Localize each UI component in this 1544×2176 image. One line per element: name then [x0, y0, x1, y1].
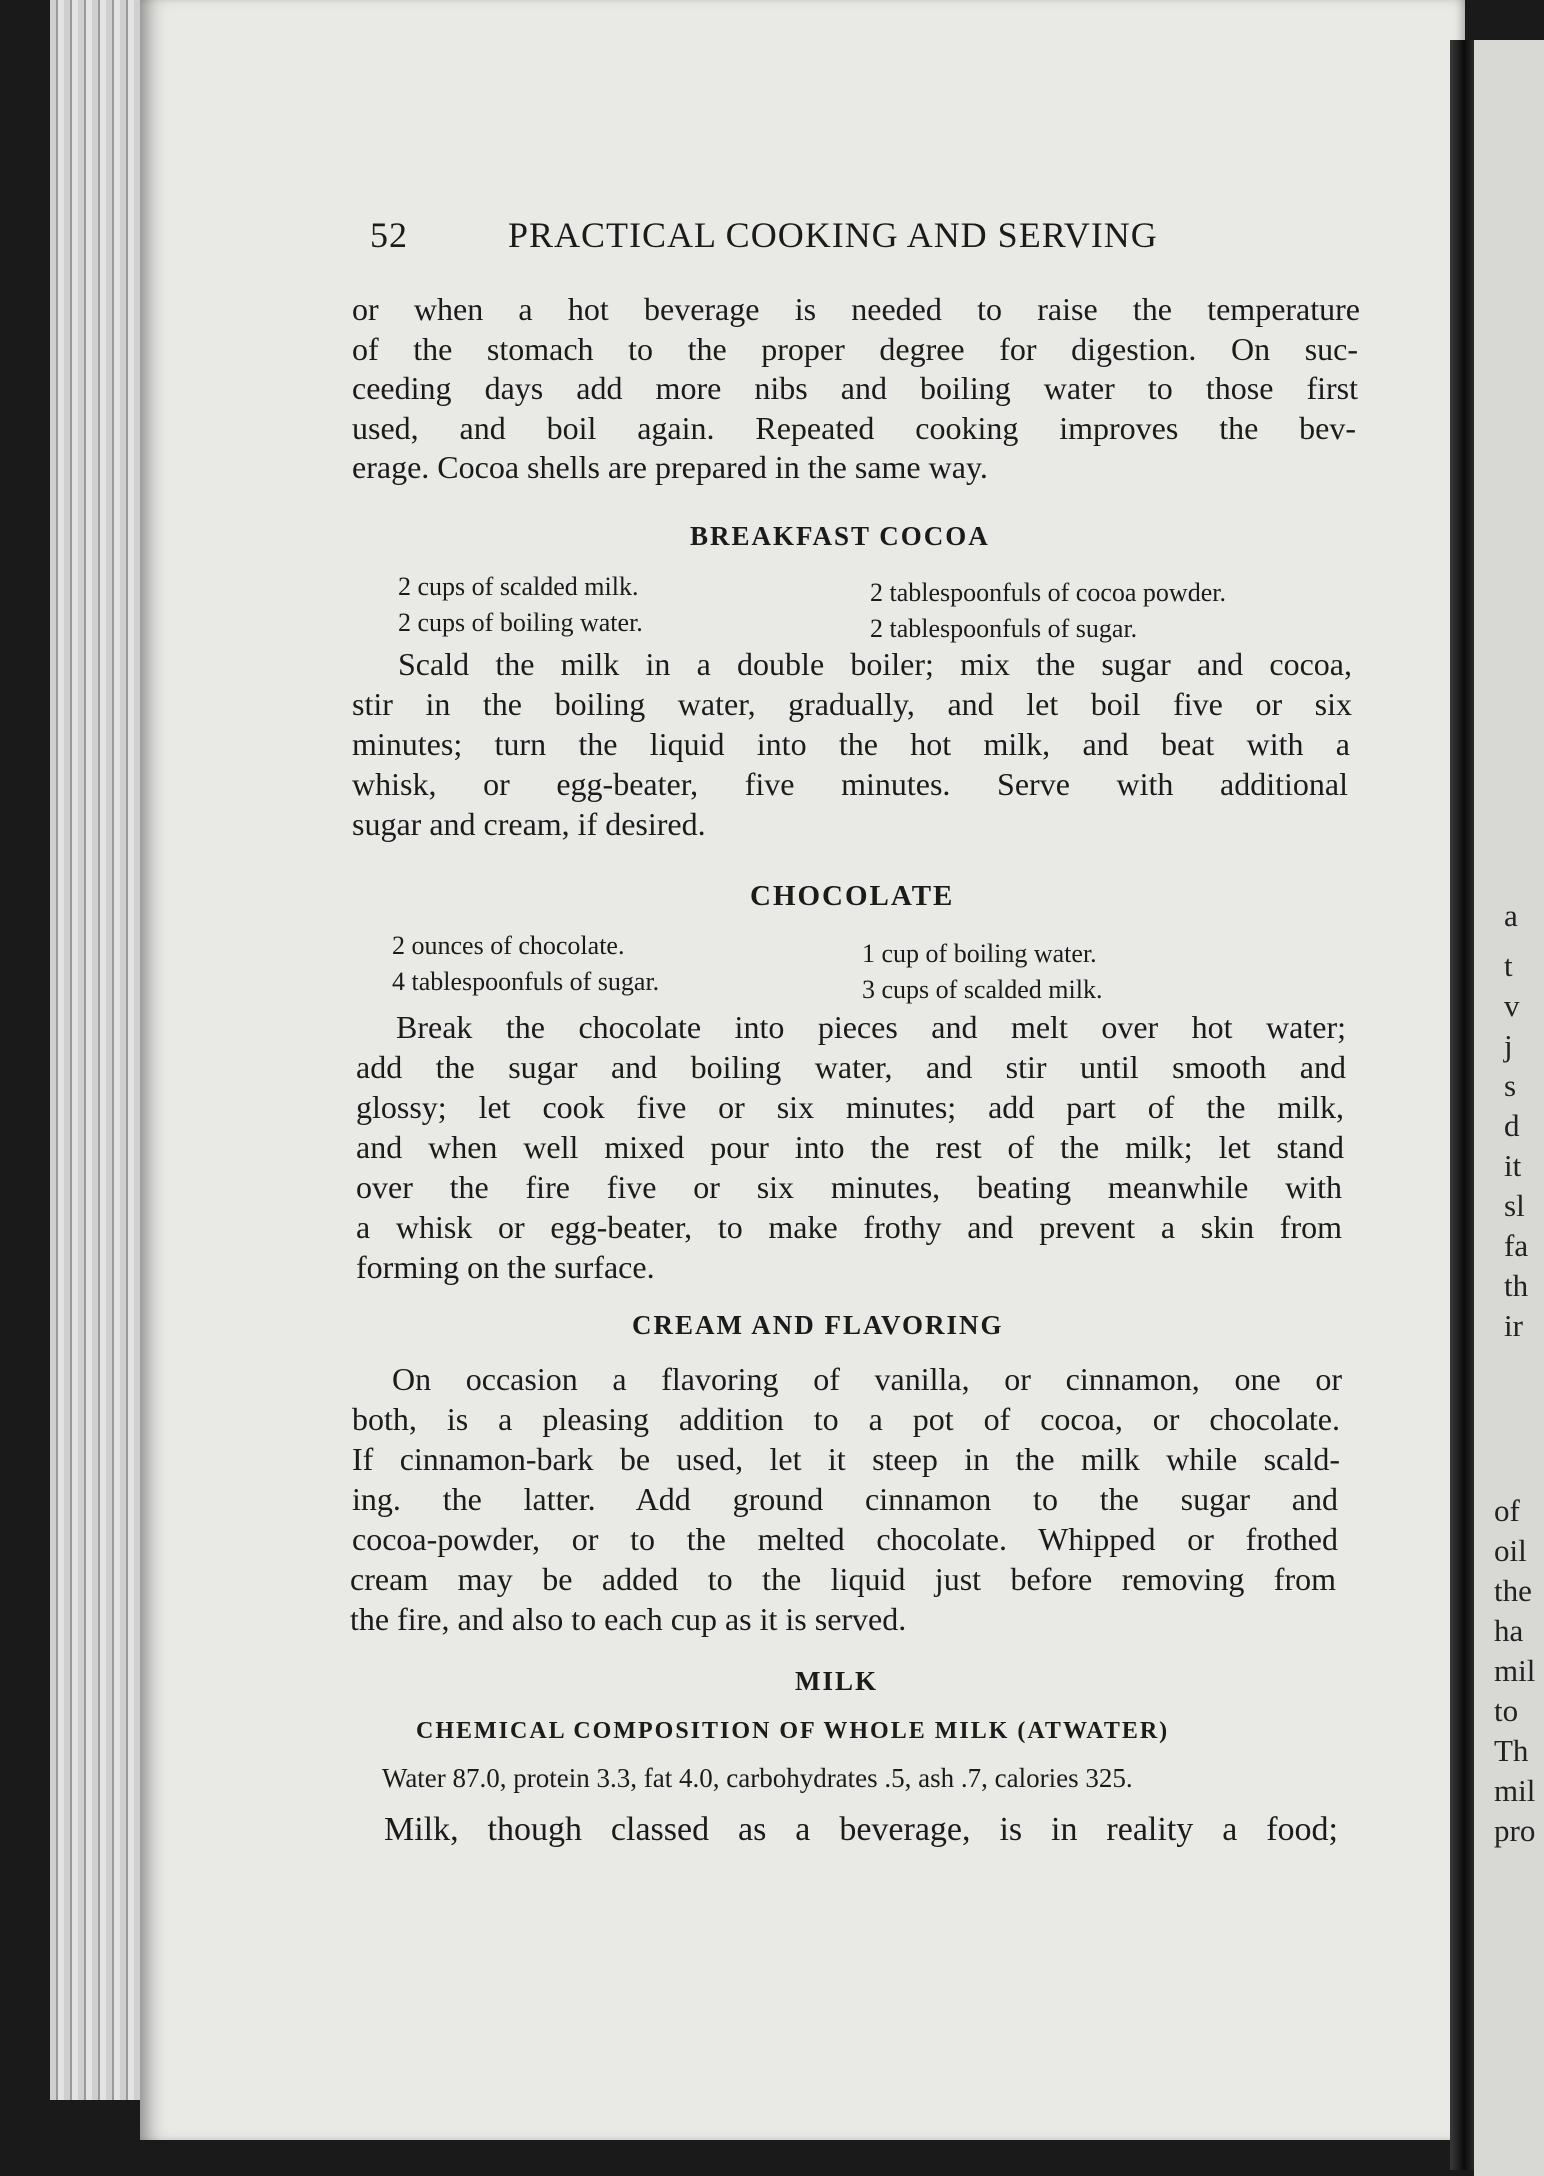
facing-page-fragment: a	[1504, 898, 1518, 933]
section-heading-chocolate: CHOCOLATE	[750, 880, 955, 912]
facing-page-fragment: to	[1494, 1693, 1519, 1728]
text-line: of the stomach to the proper degree for digestion. On suc-	[352, 331, 1358, 367]
facing-page-fragment: t	[1504, 948, 1513, 983]
text-line: ing. the latter. Add ground cinnamon to the sugar and	[352, 1481, 1338, 1517]
facing-page-fragment: Th	[1494, 1733, 1529, 1768]
facing-page-fragment: of	[1494, 1493, 1520, 1528]
text-line: cream may be added to the liquid just before removing from	[350, 1561, 1336, 1597]
facing-page-fragment: th	[1504, 1268, 1529, 1303]
text-line: over the fire five or six minutes, beating meanwhile with	[356, 1169, 1342, 1205]
book-gutter	[1450, 40, 1474, 2170]
facing-page-fragment: fa	[1504, 1228, 1529, 1263]
ingredient: 3 cups of scalded milk.	[862, 975, 1103, 1004]
section-heading-cream-flavoring: CREAM AND FLAVORING	[632, 1310, 1004, 1340]
milk-composition-values: Water 87.0, protein 3.3, fat 4.0, carbohydrates .5, ash .7, calories 325.	[382, 1763, 1133, 1793]
facing-page-fragment: mil	[1494, 1653, 1536, 1688]
running-head	[370, 206, 1230, 256]
facing-page-fragment: the	[1494, 1573, 1532, 1608]
text-line: ceeding days add more nibs and boiling water to those first	[352, 370, 1358, 406]
page-number: 52	[370, 215, 408, 255]
facing-page-fragment: oil	[1494, 1533, 1527, 1568]
ingredient: 2 cups of scalded milk.	[398, 572, 639, 601]
ingredient: 2 cups of boiling water.	[398, 608, 643, 637]
text-line: or when a hot beverage is needed to raise the temperature	[352, 291, 1360, 327]
text-line: Milk, though classed as a beverage, is in reality a food;	[384, 1811, 1338, 1848]
text-line: a whisk or egg-beater, to make frothy and prevent a skin from	[356, 1209, 1342, 1245]
text-line: erage. Cocoa shells are prepared in the same way.	[352, 449, 988, 485]
text-line: minutes; turn the liquid into the hot milk, and beat with a	[352, 726, 1350, 762]
facing-page-fragment: it	[1504, 1148, 1522, 1183]
facing-page-fragment: d	[1504, 1108, 1520, 1143]
ingredient: 2 tablespoonfuls of cocoa powder.	[870, 578, 1226, 607]
book-title: PRACTICAL COOKING AND SERVING	[508, 215, 1158, 255]
text-line: cocoa-powder, or to the melted chocolate. Whipped or frothed	[352, 1521, 1338, 1557]
facing-page-fragment: j	[1504, 1028, 1513, 1063]
facing-page-fragment: v	[1504, 988, 1520, 1023]
ingredient: 4 tablespoonfuls of sugar.	[392, 967, 660, 996]
text-line: glossy; let cook five or six minutes; add part of the milk,	[356, 1089, 1344, 1125]
text-line: Scald the milk in a double boiler; mix the sugar and cocoa,	[398, 646, 1352, 682]
text-line: On occasion a flavoring of vanilla, or cinnamon, one or	[392, 1361, 1342, 1397]
next-page-edge	[1474, 40, 1544, 2176]
text-line: stir in the boiling water, gradually, and let boil five or six	[352, 686, 1352, 722]
text-line: whisk, or egg-beater, five minutes. Serve with additional	[352, 766, 1348, 802]
ingredient: 2 tablespoonfuls of sugar.	[870, 614, 1138, 643]
text-line: Break the chocolate into pieces and melt over hot water;	[396, 1009, 1346, 1045]
facing-page-fragment: pro	[1494, 1813, 1536, 1848]
facing-page-fragment: ir	[1504, 1308, 1523, 1343]
text-line: sugar and cream, if desired.	[352, 806, 706, 842]
facing-page-fragment: sl	[1504, 1188, 1525, 1223]
section-heading-breakfast-cocoa: BREAKFAST COCOA	[690, 521, 990, 551]
text-line: used, and boil again. Repeated cooking improves the bev-	[352, 410, 1356, 446]
text-line: add the sugar and boiling water, and stir until smooth and	[356, 1049, 1346, 1085]
text-line: If cinnamon-bark be used, let it steep in the milk while scald-	[352, 1441, 1340, 1477]
facing-page-fragment: s	[1504, 1068, 1517, 1103]
section-heading-milk: MILK	[795, 1666, 879, 1696]
text-line: and when well mixed pour into the rest of the milk; let stand	[356, 1129, 1344, 1165]
text-line: both, is a pleasing addition to a pot of cocoa, or chocolate.	[352, 1401, 1340, 1437]
facing-page-fragment: mil	[1494, 1773, 1536, 1808]
text-line: the fire, and also to each cup as it is served.	[350, 1601, 907, 1637]
ingredient: 1 cup of boiling water.	[862, 939, 1097, 968]
text-line: forming on the surface.	[356, 1249, 655, 1285]
facing-page-fragment: ha	[1494, 1613, 1524, 1648]
ingredient: 2 ounces of chocolate.	[392, 931, 625, 960]
milk-composition-heading: CHEMICAL COMPOSITION OF WHOLE MILK (ATWATER)	[416, 1718, 1170, 1744]
